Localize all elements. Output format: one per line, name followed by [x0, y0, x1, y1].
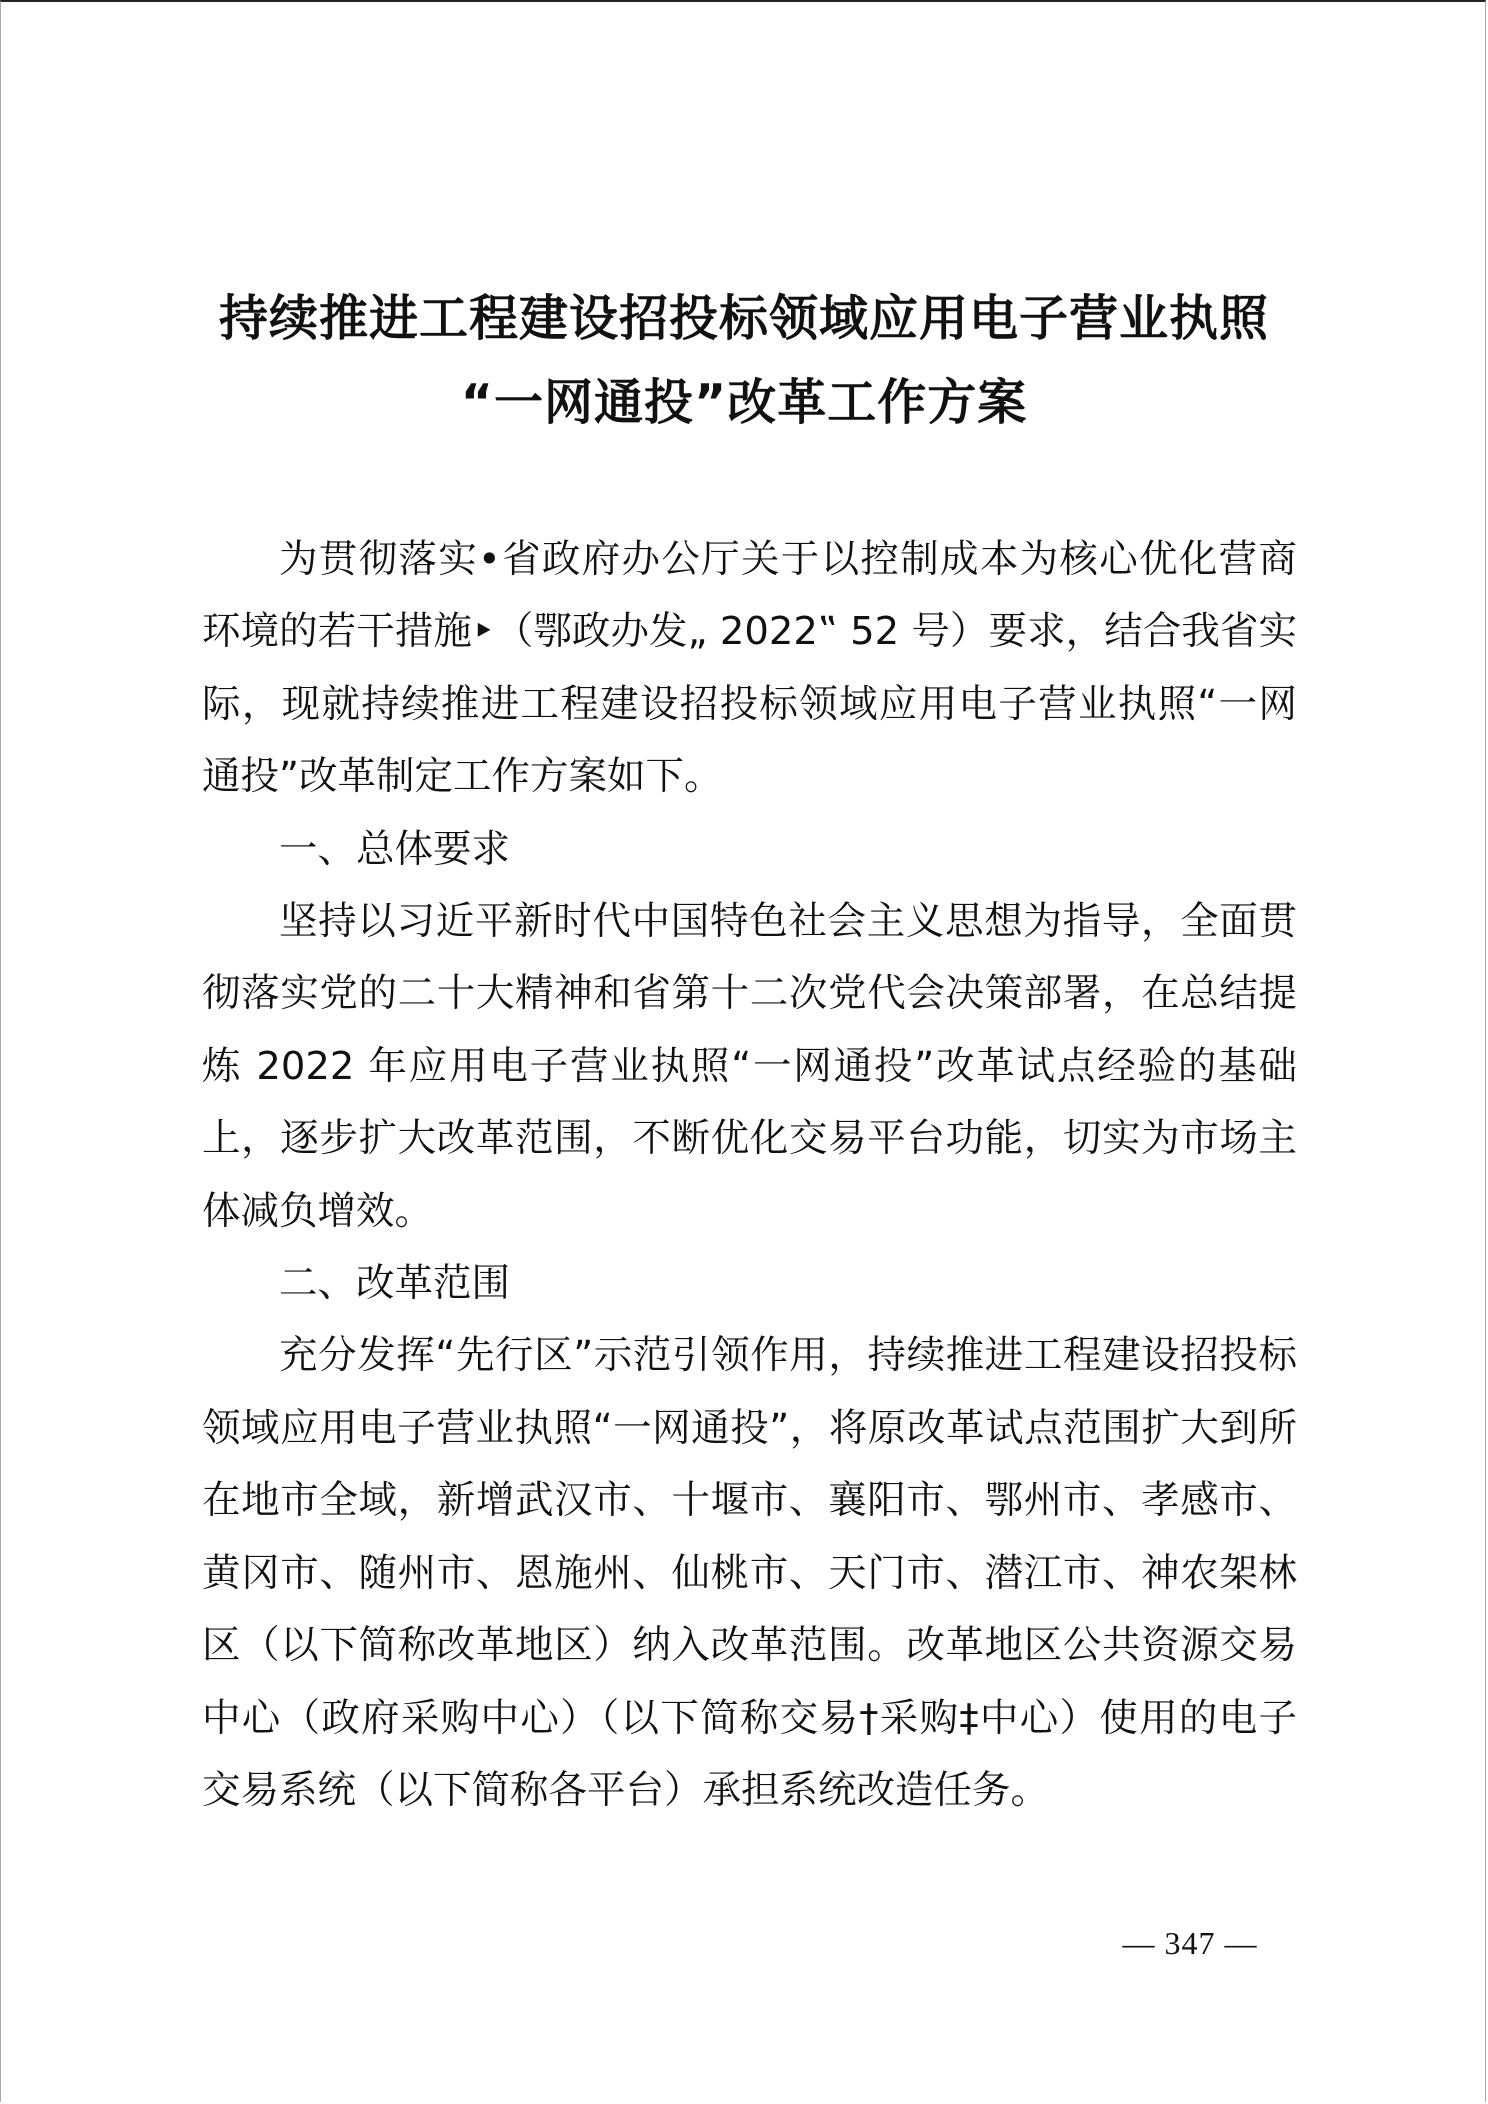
section-heading-2: 二、改革范围	[279, 1261, 511, 1307]
document-body	[202, 524, 1297, 1827]
document-title-line-1: 持续推进工程建设招投标领域应用电子营业执照	[218, 290, 1269, 347]
page-number: — 347 —	[1122, 1925, 1258, 1961]
intro-paragraph: 为贯彻落实•省政府办公厅关于以控制成本为核心优化营商环境的若干措施‣（鄂政办发„ 2022‟ 52 号）要求，结合我省实际，现就持续推进工程建设招投标领域应用电子营业执照“一网通投”改革制定工作方案如下。	[202, 537, 1297, 800]
section-1-paragraph: 坚持以习近平新时代中国特色社会主义思想为指导，全面贯彻落实党的二十大精神和省第十二次党代会决策部署，在总结提炼 2022 年应用电子营业执照“一网通投”改革试点经验的基础上，逐步扩大改革范围，不断优化交易平台功能，切实为市场主体减负增效。	[202, 899, 1297, 1234]
section-2-paragraph: 充分发挥“先行区”示范引领作用，持续推进工程建设招投标领域应用电子营业执照“一网通投”，将原改革试点范围扩大到所在地市全域，新增武汉市、十堰市、襄阳市、鄂州市、孝感市、黄冈市、随州市、恩施州、仙桃市、天门市、潜江市、神农架林区（以下简称改革地区）纳入改革范围。改革地区公共资源交易中心（政府采购中心）（以下简称交易†采购‡中心）使用的电子交易系统（以下简称各平台）承担系统改造任务。	[202, 1333, 1297, 1813]
section-heading-1: 一、总体要求	[279, 826, 511, 872]
document-title-line-2: “一网通投”改革工作方案	[460, 374, 1028, 431]
